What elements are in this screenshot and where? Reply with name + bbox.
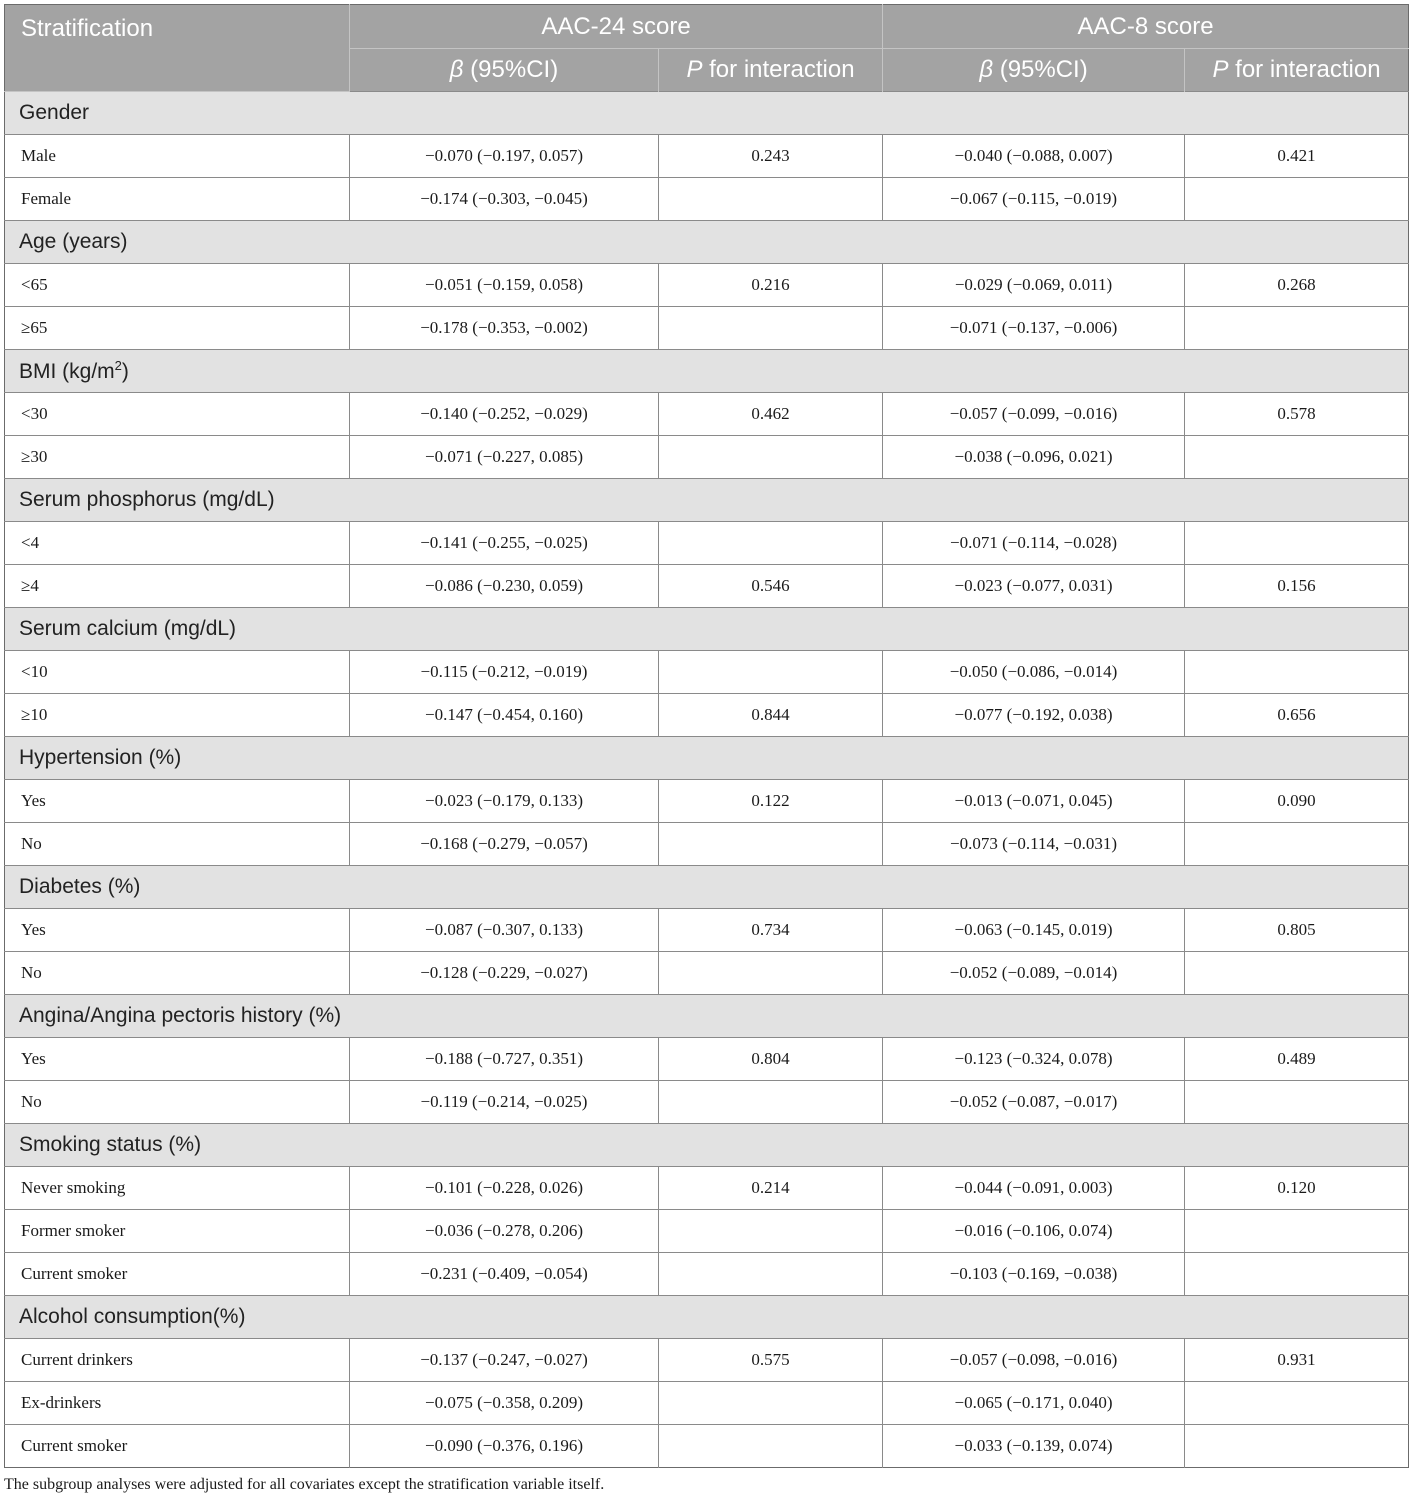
row-label: No bbox=[5, 823, 350, 866]
beta-aac8: −0.040 (−0.088, 0.007) bbox=[883, 135, 1185, 178]
row-label: <30 bbox=[5, 393, 350, 436]
row-label: Current drinkers bbox=[5, 1339, 350, 1382]
table-row bbox=[5, 1167, 1409, 1210]
row-label: Former smoker bbox=[5, 1210, 350, 1253]
row-label: ≥30 bbox=[5, 436, 350, 479]
p-aac24 bbox=[659, 178, 883, 221]
beta-aac24: −0.071 (−0.227, 0.085) bbox=[350, 436, 659, 479]
beta-aac24: −0.036 (−0.278, 0.206) bbox=[350, 1210, 659, 1253]
p-aac8 bbox=[1185, 651, 1409, 694]
beta-aac24: −0.141 (−0.255, −0.025) bbox=[350, 522, 659, 565]
p-aac8: 0.931 bbox=[1185, 1339, 1409, 1382]
beta-aac24: −0.051 (−0.159, 0.058) bbox=[350, 264, 659, 307]
p-aac24 bbox=[659, 952, 883, 995]
beta-aac24: −0.147 (−0.454, 0.160) bbox=[350, 694, 659, 737]
beta-aac8: −0.038 (−0.096, 0.021) bbox=[883, 436, 1185, 479]
row-label: Female bbox=[5, 178, 350, 221]
p-aac24: 0.804 bbox=[659, 1038, 883, 1081]
beta-aac8: −0.073 (−0.114, −0.031) bbox=[883, 823, 1185, 866]
table-row bbox=[5, 135, 1409, 178]
row-label: ≥4 bbox=[5, 565, 350, 608]
section-title: Age (years) bbox=[5, 221, 1409, 264]
p-aac24: 0.216 bbox=[659, 264, 883, 307]
p-aac8 bbox=[1185, 1425, 1409, 1468]
p-aac24: 0.462 bbox=[659, 393, 883, 436]
p-aac24 bbox=[659, 651, 883, 694]
table-row bbox=[5, 1339, 1409, 1382]
beta-aac24: −0.231 (−0.409, −0.054) bbox=[350, 1253, 659, 1296]
section-header-row bbox=[5, 92, 1409, 135]
p-aac8: 0.805 bbox=[1185, 909, 1409, 952]
p-aac8 bbox=[1185, 522, 1409, 565]
beta-aac24: −0.140 (−0.252, −0.029) bbox=[350, 393, 659, 436]
p-aac24 bbox=[659, 1425, 883, 1468]
p-aac24: 0.734 bbox=[659, 909, 883, 952]
p-aac24 bbox=[659, 1253, 883, 1296]
p-aac8: 0.578 bbox=[1185, 393, 1409, 436]
beta-aac24: −0.090 (−0.376, 0.196) bbox=[350, 1425, 659, 1468]
beta-aac8: −0.071 (−0.114, −0.028) bbox=[883, 522, 1185, 565]
section-title: Alcohol consumption(%) bbox=[5, 1296, 1409, 1339]
section-header-row bbox=[5, 1124, 1409, 1167]
row-label: <10 bbox=[5, 651, 350, 694]
beta-aac24: −0.168 (−0.279, −0.057) bbox=[350, 823, 659, 866]
beta-aac24: −0.101 (−0.228, 0.026) bbox=[350, 1167, 659, 1210]
p-aac8 bbox=[1185, 952, 1409, 995]
header-stratification: Stratification bbox=[5, 5, 350, 92]
section-title: BMI $(kg/m^2)$ bbox=[5, 350, 1409, 393]
beta-aac24: −0.115 (−0.212, −0.019) bbox=[350, 651, 659, 694]
row-label: ≥65 bbox=[5, 307, 350, 350]
table-row bbox=[5, 307, 1409, 350]
table-row bbox=[5, 1210, 1409, 1253]
beta-aac8: −0.067 (−0.115, −0.019) bbox=[883, 178, 1185, 221]
beta-aac24: −0.174 (−0.303, −0.045) bbox=[350, 178, 659, 221]
p-aac8 bbox=[1185, 1210, 1409, 1253]
section-header-row bbox=[5, 995, 1409, 1038]
row-label: No bbox=[5, 1081, 350, 1124]
beta-aac8: −0.123 (−0.324, 0.078) bbox=[883, 1038, 1185, 1081]
beta-aac8: −0.052 (−0.089, −0.014) bbox=[883, 952, 1185, 995]
row-label: Yes bbox=[5, 780, 350, 823]
section-title: Hypertension (%) bbox=[5, 737, 1409, 780]
p-aac24: 0.844 bbox=[659, 694, 883, 737]
beta-aac8: −0.071 (−0.137, −0.006) bbox=[883, 307, 1185, 350]
beta-aac8: −0.023 (−0.077, 0.031) bbox=[883, 565, 1185, 608]
beta-aac24: −0.075 (−0.358, 0.209) bbox=[350, 1382, 659, 1425]
p-aac24 bbox=[659, 522, 883, 565]
p-aac24 bbox=[659, 823, 883, 866]
p-aac24 bbox=[659, 436, 883, 479]
header-p-aac8: P for interaction bbox=[1185, 49, 1409, 92]
table-row bbox=[5, 178, 1409, 221]
row-label: <65 bbox=[5, 264, 350, 307]
beta-aac24: −0.070 (−0.197, 0.057) bbox=[350, 135, 659, 178]
table-row bbox=[5, 565, 1409, 608]
row-label: Never smoking bbox=[5, 1167, 350, 1210]
p-aac24 bbox=[659, 1081, 883, 1124]
beta-aac8: −0.052 (−0.087, −0.017) bbox=[883, 1081, 1185, 1124]
p-aac8 bbox=[1185, 823, 1409, 866]
p-aac8: 0.489 bbox=[1185, 1038, 1409, 1081]
header-aac8: AAC-8 score bbox=[883, 5, 1409, 49]
table-row bbox=[5, 522, 1409, 565]
p-aac24: 0.214 bbox=[659, 1167, 883, 1210]
beta-aac8: −0.077 (−0.192, 0.038) bbox=[883, 694, 1185, 737]
header-p-aac24: P for interaction bbox=[659, 49, 883, 92]
section-header-row bbox=[5, 1296, 1409, 1339]
beta-aac8: −0.103 (−0.169, −0.038) bbox=[883, 1253, 1185, 1296]
p-aac24 bbox=[659, 1210, 883, 1253]
section-title: Serum calcium (mg/dL) bbox=[5, 608, 1409, 651]
beta-aac24: −0.023 (−0.179, 0.133) bbox=[350, 780, 659, 823]
row-label: Yes bbox=[5, 1038, 350, 1081]
row-label: Ex-drinkers bbox=[5, 1382, 350, 1425]
p-aac24 bbox=[659, 307, 883, 350]
table-row bbox=[5, 393, 1409, 436]
row-label: Yes bbox=[5, 909, 350, 952]
p-aac8 bbox=[1185, 436, 1409, 479]
beta-aac24: −0.119 (−0.214, −0.025) bbox=[350, 1081, 659, 1124]
row-label: Male bbox=[5, 135, 350, 178]
section-title: Diabetes (%) bbox=[5, 866, 1409, 909]
beta-aac8: −0.029 (−0.069, 0.011) bbox=[883, 264, 1185, 307]
beta-aac24: −0.086 (−0.230, 0.059) bbox=[350, 565, 659, 608]
section-header-row bbox=[5, 350, 1409, 393]
table-row bbox=[5, 1038, 1409, 1081]
p-aac8: 0.090 bbox=[1185, 780, 1409, 823]
section-header-row bbox=[5, 608, 1409, 651]
table-row bbox=[5, 780, 1409, 823]
table-row bbox=[5, 264, 1409, 307]
beta-aac24: −0.128 (−0.229, −0.027) bbox=[350, 952, 659, 995]
row-label: Current smoker bbox=[5, 1425, 350, 1468]
section-title: Smoking status (%) bbox=[5, 1124, 1409, 1167]
table-row bbox=[5, 1081, 1409, 1124]
p-aac8: 0.268 bbox=[1185, 264, 1409, 307]
row-label: <4 bbox=[5, 522, 350, 565]
table-row bbox=[5, 1253, 1409, 1296]
subgroup-table bbox=[4, 4, 1409, 1468]
section-header-row bbox=[5, 737, 1409, 780]
p-aac8 bbox=[1185, 307, 1409, 350]
table-row bbox=[5, 823, 1409, 866]
p-aac24: 0.575 bbox=[659, 1339, 883, 1382]
table-row bbox=[5, 909, 1409, 952]
table-row bbox=[5, 694, 1409, 737]
row-label: Current smoker bbox=[5, 1253, 350, 1296]
section-title: Angina/Angina pectoris history (%) bbox=[5, 995, 1409, 1038]
row-label: No bbox=[5, 952, 350, 995]
section-header-row bbox=[5, 866, 1409, 909]
beta-aac24: −0.188 (−0.727, 0.351) bbox=[350, 1038, 659, 1081]
p-aac24: 0.546 bbox=[659, 565, 883, 608]
table-body bbox=[5, 92, 1409, 1468]
table-row bbox=[5, 952, 1409, 995]
table-row bbox=[5, 1382, 1409, 1425]
beta-aac8: −0.050 (−0.086, −0.014) bbox=[883, 651, 1185, 694]
p-aac24 bbox=[659, 1382, 883, 1425]
row-label: ≥10 bbox=[5, 694, 350, 737]
p-aac8 bbox=[1185, 1382, 1409, 1425]
beta-aac8: −0.057 (−0.098, −0.016) bbox=[883, 1339, 1185, 1382]
beta-aac24: −0.087 (−0.307, 0.133) bbox=[350, 909, 659, 952]
p-aac8: 0.656 bbox=[1185, 694, 1409, 737]
section-header-row bbox=[5, 221, 1409, 264]
beta-aac8: −0.033 (−0.139, 0.074) bbox=[883, 1425, 1185, 1468]
header-aac24: AAC-24 score bbox=[350, 5, 883, 49]
section-header-row bbox=[5, 479, 1409, 522]
section-title: Gender bbox=[5, 92, 1409, 135]
p-aac8 bbox=[1185, 1081, 1409, 1124]
beta-aac8: −0.016 (−0.106, 0.074) bbox=[883, 1210, 1185, 1253]
header-beta-aac8: β (95%CI) bbox=[883, 49, 1185, 92]
table-row bbox=[5, 651, 1409, 694]
p-aac8 bbox=[1185, 1253, 1409, 1296]
beta-aac24: −0.178 (−0.353, −0.002) bbox=[350, 307, 659, 350]
table-row bbox=[5, 436, 1409, 479]
p-aac8: 0.156 bbox=[1185, 565, 1409, 608]
p-aac8: 0.421 bbox=[1185, 135, 1409, 178]
beta-aac8: −0.065 (−0.171, 0.040) bbox=[883, 1382, 1185, 1425]
table-row bbox=[5, 1425, 1409, 1468]
beta-aac8: −0.063 (−0.145, 0.019) bbox=[883, 909, 1185, 952]
p-aac24: 0.243 bbox=[659, 135, 883, 178]
p-aac24: 0.122 bbox=[659, 780, 883, 823]
p-aac8 bbox=[1185, 178, 1409, 221]
header-beta-aac24: β (95%CI) bbox=[350, 49, 659, 92]
beta-aac8: −0.057 (−0.099, −0.016) bbox=[883, 393, 1185, 436]
p-aac8: 0.120 bbox=[1185, 1167, 1409, 1210]
beta-aac24: −0.137 (−0.247, −0.027) bbox=[350, 1339, 659, 1382]
beta-aac8: −0.013 (−0.071, 0.045) bbox=[883, 780, 1185, 823]
section-title: Serum phosphorus (mg/dL) bbox=[5, 479, 1409, 522]
table-footnote: The subgroup analyses were adjusted for all covariates except the stratification variable itself. bbox=[4, 1476, 605, 1493]
beta-aac8: −0.044 (−0.091, 0.003) bbox=[883, 1167, 1185, 1210]
